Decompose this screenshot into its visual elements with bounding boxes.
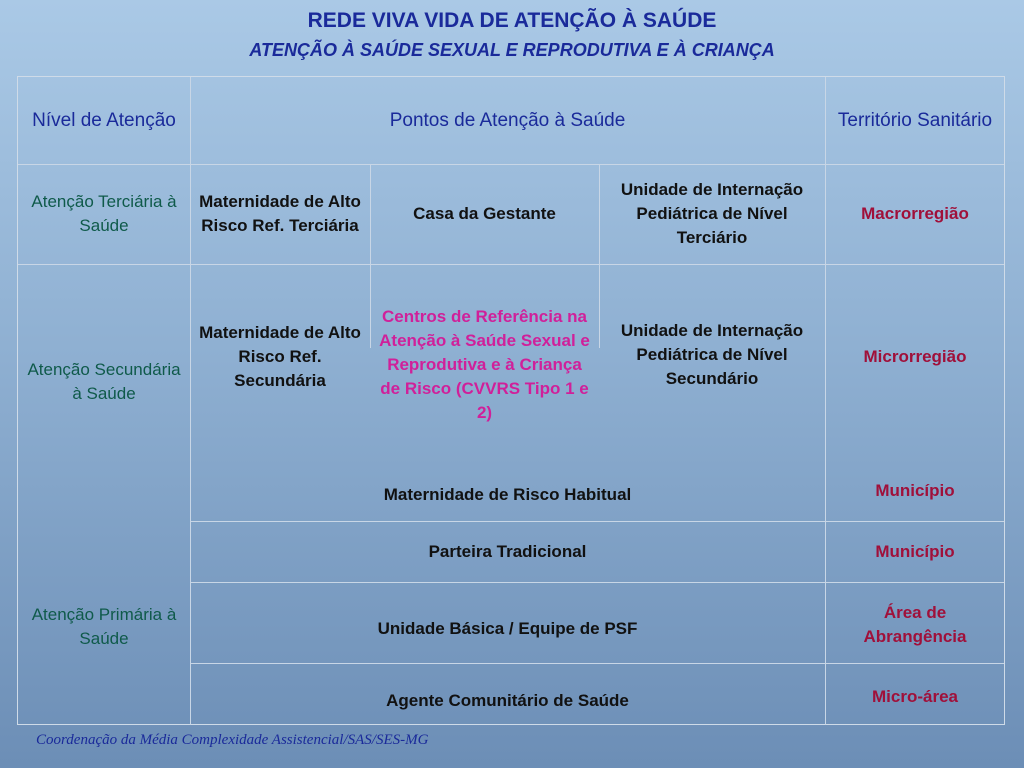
header-nivel: Nível de Atenção <box>32 109 176 131</box>
territorio-micro-area: Micro-área <box>872 687 958 706</box>
maternidade-risco-habitual: Maternidade de Risco Habitual <box>383 485 632 504</box>
territorio-area-abrangencia: Área de Abrangência <box>863 603 967 646</box>
slide-title: REDE VIVA VIDA DE ATENÇÃO À SAÚDE <box>307 9 717 32</box>
uip-terciario: Unidade de Internação Pediátrica de Nível Terciário <box>620 180 804 247</box>
unidade-basica-psf: Unidade Básica / Equipe de PSF <box>377 619 638 638</box>
footer-credit: Coordenação da Média Complexidade Assistencial/SAS/SES-MG <box>36 732 429 748</box>
territorio-microrregiao: Microrregião <box>863 347 967 366</box>
maternidade-alto-risco-secundaria: Maternidade de Alto Risco Ref. Secundária <box>199 323 361 390</box>
header-pontos: Pontos de Atenção à Saúde <box>389 109 626 131</box>
territorio-municipio-2: Município <box>875 542 955 561</box>
territorio-macrorregiao: Macrorregião <box>861 204 969 223</box>
level-primaria: Atenção Primária à Saúde <box>31 605 177 648</box>
maternidade-alto-risco-terciaria: Maternidade de Alto Risco Ref. Terciária <box>199 192 361 235</box>
level-secundaria: Atenção Secundária à Saúde <box>27 359 181 403</box>
territorio-municipio-1: Município <box>875 481 955 500</box>
agente-comunitario: Agente Comunitário de Saúde <box>386 691 629 710</box>
header-territorio: Território Sanitário <box>837 109 993 131</box>
parteira-tradicional: Parteira Tradicional <box>428 542 587 561</box>
casa-gestante: Casa da Gestante <box>413 204 556 223</box>
slide-subtitle: ATENÇÃO À SAÚDE SEXUAL E REPRODUTIVA E À CRIANÇA <box>249 40 775 60</box>
network-table <box>17 76 1005 725</box>
uip-secundario: Unidade de Internação Pediátrica de Nível Secundário <box>620 320 804 388</box>
centros-referencia: Centros de Referência na Atenção à Saúde Sexual e Reprodutiva e à Criança de Risco (CVVRS Tipo 1 e 2) <box>379 307 590 422</box>
level-terciaria: Atenção Terciária à Saúde <box>31 192 177 235</box>
